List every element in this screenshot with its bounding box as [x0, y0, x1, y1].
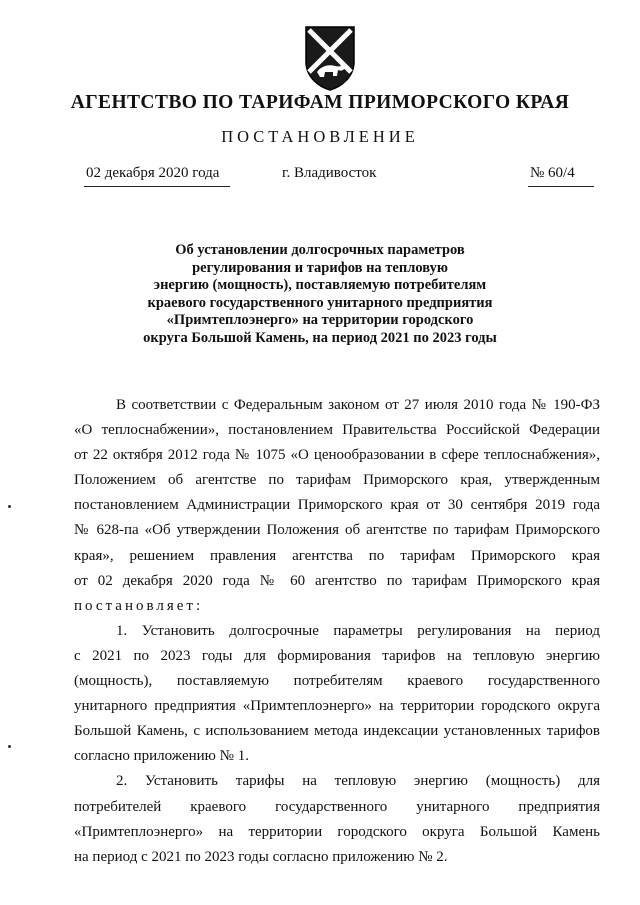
item-2-line: на период с 2021 по 2023 годы согласно приложению № 2.	[74, 848, 448, 865]
margin-dot	[8, 745, 11, 748]
number-underline	[528, 186, 594, 187]
preamble-line: от 02 декабря 2020 года № 60 агентство по тарифам Приморского края	[74, 572, 600, 589]
item-1-line: Большой Камень, с использованием метода индексации установленных тарифов	[74, 723, 600, 740]
document-body	[74, 393, 600, 870]
preamble-line: Положением об агентстве по тарифам Приморского края, утвержденным	[74, 472, 600, 489]
preamble-line: «О теплоснабжении», постановлением Правительства Российской Федерации	[74, 422, 600, 439]
item-1-line: с 2021 по 2023 годы для формирования тарифов на тепловую энергию	[74, 647, 600, 664]
item-2-line: «Примтеплоэнерго» на территории городского округа Большой Камень	[74, 823, 600, 840]
coat-of-arms-icon	[303, 24, 357, 92]
item-1-line: (мощность), поставляемую потребителям краевого государственного	[74, 673, 600, 690]
preamble-line: постановлением Администрации Приморского края от 30 сентября 2019 года	[74, 497, 600, 514]
item-2-line: 2. Установить тарифы на тепловую энергию (мощность) для	[116, 773, 600, 790]
title-line: регулирования и тарифов на тепловую	[192, 259, 448, 276]
title-line: округа Большой Камень, на период 2021 по 2023 годы	[143, 329, 497, 346]
document-number: № 60/4	[530, 165, 575, 181]
item-1-line: унитарного предприятия «Примтеплоэнерго» на территории городского округа	[74, 698, 600, 715]
preamble-line: от 22 октября 2012 года № 1075 «О ценообразовании в сфере теплоснабжения»,	[74, 447, 600, 464]
date-underline	[84, 186, 230, 187]
margin-dot	[8, 505, 11, 508]
preamble-line: В соответствии с Федеральным законом от 27 июля 2010 года № 190-ФЗ	[116, 397, 600, 413]
item-1-line: согласно приложению № 1.	[74, 748, 249, 765]
agency-name: АГЕНТСТВО ПО ТАРИФАМ ПРИМОРСКОГО КРАЯ	[70, 92, 570, 113]
document-title	[100, 242, 540, 348]
preamble-line: № 628-па «Об утверждении Положения об агентстве по тарифам Приморского	[74, 522, 600, 539]
item-2-line: потребителей краевого государственного унитарного предприятия	[74, 798, 600, 815]
title-line: краевого государственного унитарного предприятия	[147, 294, 493, 311]
item-1-line: 1. Установить долгосрочные параметры регулирования на период	[116, 622, 600, 639]
resolves-word: постановляет:	[74, 597, 204, 614]
title-line: Об установлении долгосрочных параметров	[175, 242, 465, 258]
preamble-line: края», решением правления агентства по тарифам Приморского края	[74, 547, 600, 564]
document-type: ПОСТАНОВЛЕНИЕ	[221, 127, 419, 146]
document-date: 02 декабря 2020 года	[86, 165, 220, 181]
title-line: энергию (мощность), поставляемую потребителям	[153, 277, 487, 294]
title-line: «Примтеплоэнерго» на территории городского	[166, 312, 474, 329]
document-city: г. Владивосток	[282, 165, 377, 181]
